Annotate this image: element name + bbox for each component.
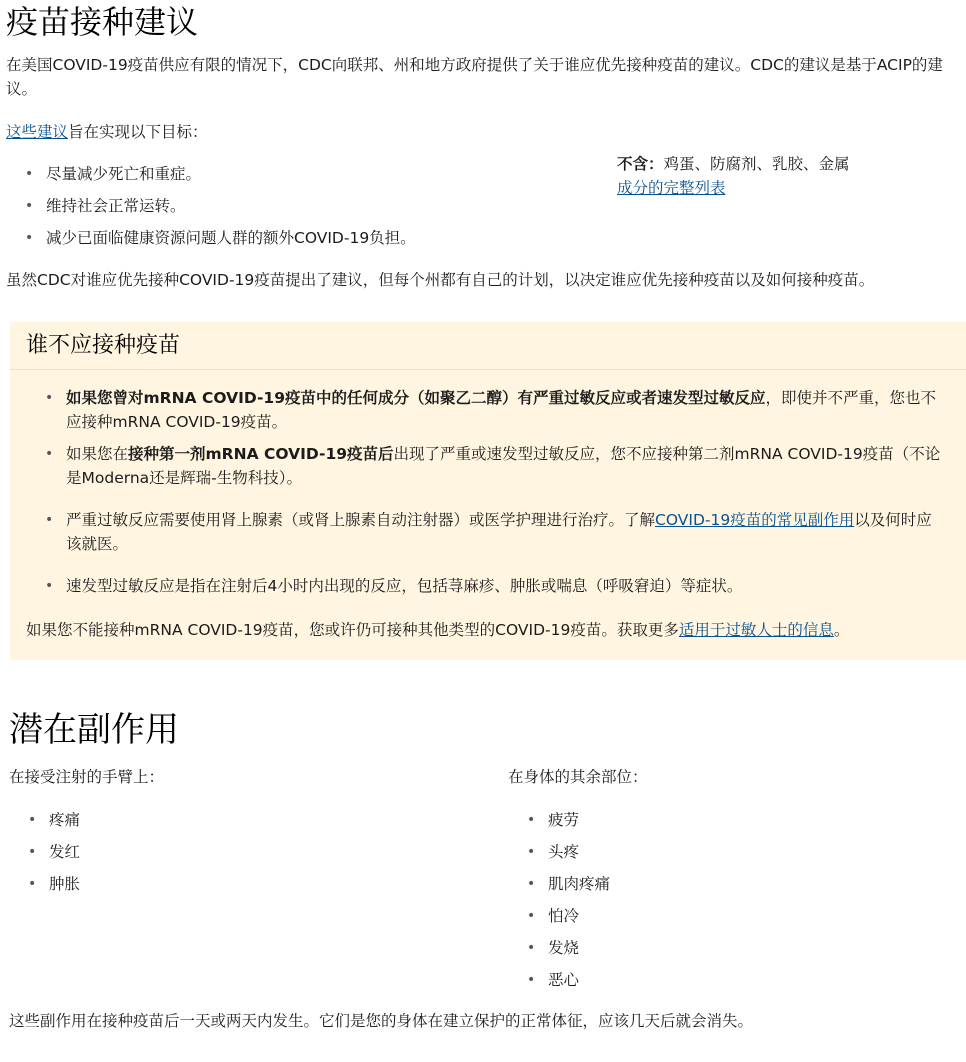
who-should-not-vaccinate-callout (10, 322, 966, 660)
body-side-effect-item: • 发烧 (548, 936, 610, 968)
callout-item (66, 386, 946, 434)
callout-item-text: 严重过敏反应需要使用肾上腺素（或肾上腺素自动注射器）或医学护理进行治疗。了解 (66, 511, 656, 529)
callout-item-text: ，即使并不严重，您也不应接种mRNA COVID-19疫苗。 (66, 389, 937, 431)
ingredients-label: 不含： (617, 155, 664, 173)
goals-intro-text: 旨在实现以下目标： (68, 123, 208, 141)
allergy-info-link[interactable]: 适用于过敏人士的信息 (678, 621, 834, 639)
callout-divider (10, 369, 966, 370)
callout-footer (26, 618, 946, 642)
body-label: 在身体的其余部位： (508, 768, 648, 786)
ingredients-value: 鸡蛋、防腐剂、乳胶、金属 (663, 155, 850, 173)
body-side-effect-item: • 怕冷 (548, 904, 610, 936)
arm-label: 在接受注射的手臂上： (9, 768, 165, 786)
arm-side-effect-item: • 发红 (49, 840, 80, 872)
body-side-effects-list (548, 808, 610, 1000)
callout-item-bold: 如果您曾对mRNA COVID-19疫苗中的任何成分（如聚乙二醇）有严重过敏反应或者速发型过敏反应 (66, 389, 766, 407)
intro-paragraph: 在美国COVID-19疫苗供应有限的情况下，CDC向联邦、州和地方政府提供了关于谁应优先接种疫苗的建议。CDC的建议是基于ACIP的建议。 (6, 56, 943, 98)
callout-item: • 速发型过敏反应是指在注射后4小时内出现的反应，包括荨麻疹、肿胀或喘息（呼吸窘迫）等症状。 (66, 574, 946, 598)
arm-side-effects-list (49, 808, 80, 904)
goals-list (46, 162, 416, 258)
body-side-effect-item: • 疲劳 (548, 808, 610, 840)
callout-item (66, 442, 946, 490)
callout-item-text: 出现了严重或速发型过敏反应，您不应接种第二剂mRNA COVID-19疫苗（不论是Moderna还是辉瑞-生物科技）。 (66, 445, 941, 487)
ingredients-line (617, 152, 957, 176)
callout-item (66, 508, 946, 556)
body-side-effect-item: • 头疼 (548, 840, 610, 872)
ingredients-full-list-link[interactable]: 成分的完整列表 (617, 179, 726, 197)
arm-side-effect-item: • 肿胀 (49, 872, 80, 904)
callout-footer-text: 如果您不能接种mRNA COVID-19疫苗，您或许仍可接种其他类型的COVID-19疫苗。获取更多 (26, 621, 679, 639)
side-effects-link[interactable]: COVID-19疫苗的常见副作用 (655, 511, 855, 529)
body-side-effect-item: • 肌肉疼痛 (548, 872, 610, 904)
goal-item: • 减少已面临健康资源问题人群的额外COVID-19负担。 (46, 226, 416, 258)
callout-item-bold: 接种第一剂mRNA COVID-19疫苗后 (128, 445, 394, 463)
ingredients-box (617, 152, 957, 200)
side-effects-title: 潜在副作用 (9, 710, 179, 750)
goal-item: • 维持社会正常运转。 (46, 194, 416, 226)
goal-item: • 尽量减少死亡和重症。 (46, 162, 416, 194)
goals-intro (6, 120, 208, 144)
recommendations-link[interactable]: 这些建议 (6, 123, 69, 141)
callout-item-text: 如果您在 (66, 445, 129, 463)
states-note: 虽然CDC对谁应优先接种COVID-19疫苗提出了建议，但每个州都有自己的计划，以决定谁应优先接种疫苗以及如何接种疫苗。 (6, 271, 875, 289)
callout-title: 谁不应接种疫苗 (26, 333, 181, 358)
callout-item-text: 以及何时应该就医。 (66, 511, 932, 553)
arm-side-effect-item: • 疼痛 (49, 808, 80, 840)
page-title: 疫苗接种建议 (6, 3, 199, 41)
side-effects-note: 这些副作用在接种疫苗后一天或两天内发生。它们是您的身体在建立保护的正常体征，应该几天后就会消失。 (9, 1012, 754, 1030)
body-side-effect-item: • 恶心 (548, 968, 610, 1000)
callout-footer-end: 。 (833, 621, 850, 639)
